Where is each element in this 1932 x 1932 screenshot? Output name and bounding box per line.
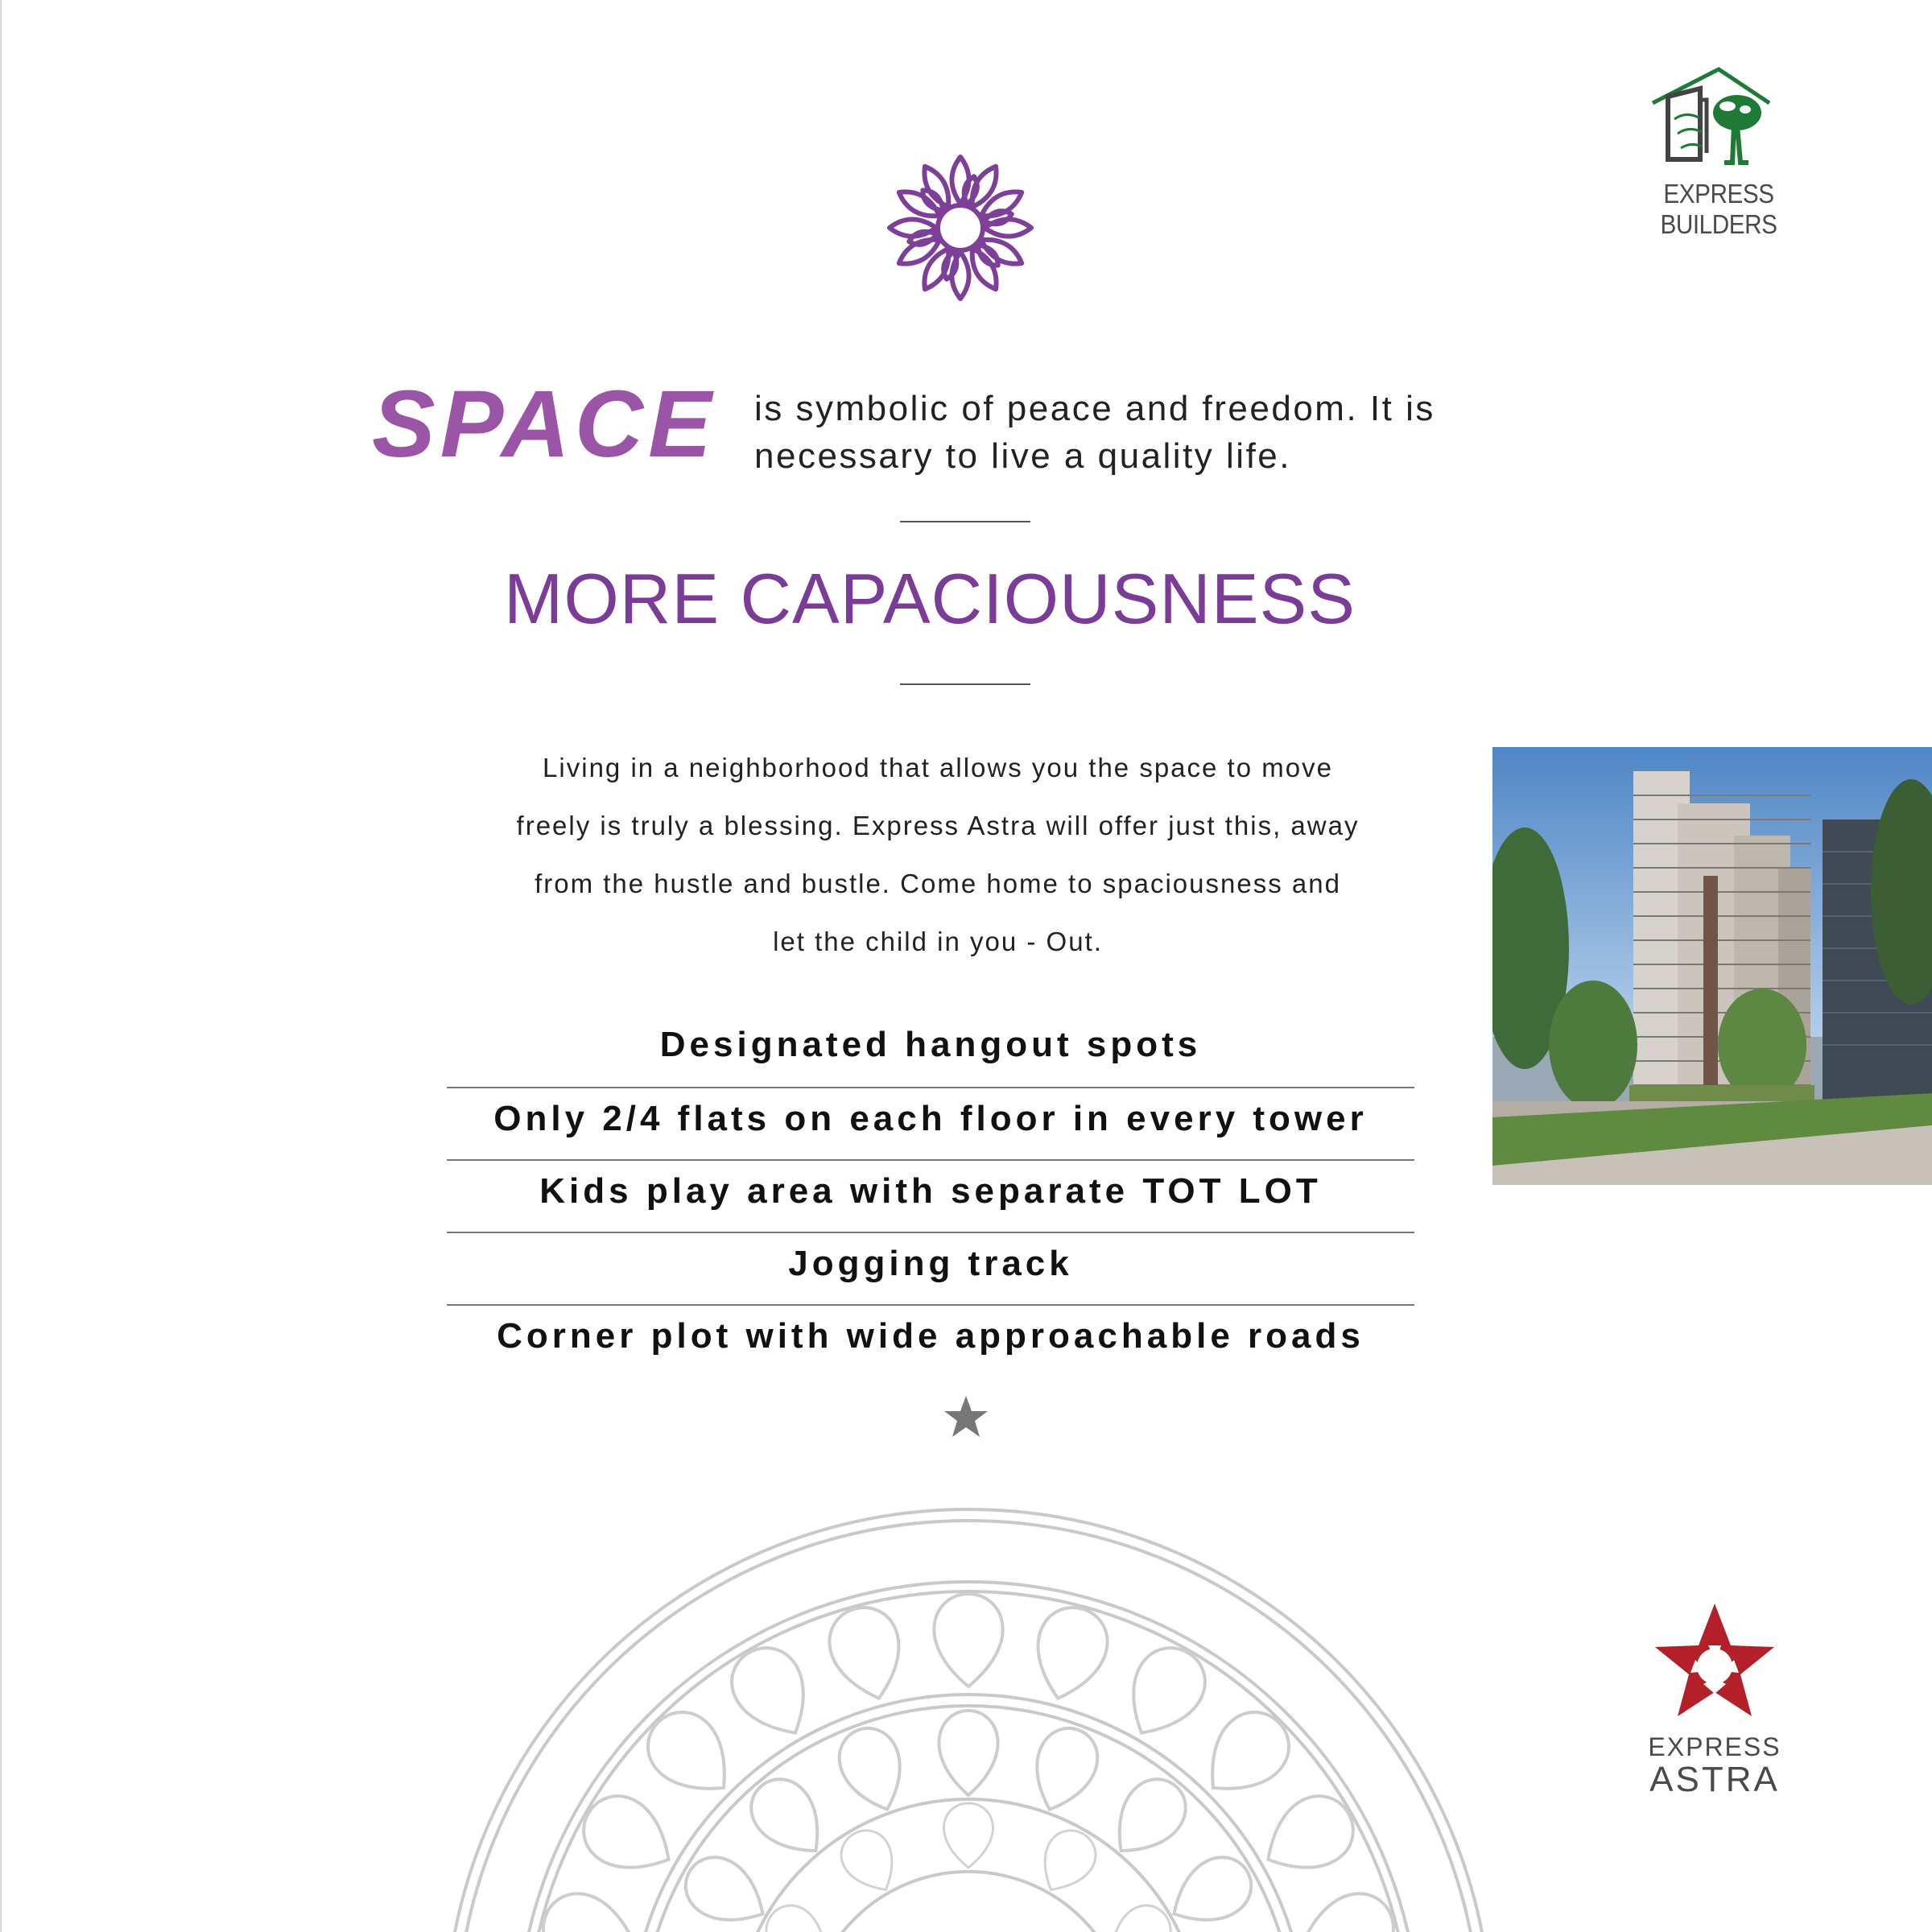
feature-item: Only 2/4 flats on each floor in every tower [447,1087,1414,1159]
astra-express-text: EXPRESS [1648,1732,1781,1761]
astra-name-text: ASTRA [1649,1760,1780,1799]
builders-house-tree-icon [1650,64,1787,169]
building-rendering-image [1492,747,1932,1185]
star-icon [942,1394,990,1443]
divider-bottom [900,683,1030,685]
feature-item: Jogging track [447,1232,1414,1304]
lotus-mandala-icon [886,153,1035,303]
mandala-ornament [441,1505,1496,1932]
express-astra-logo [1642,1602,1787,1799]
intro-paragraph: Living in a neighborhood that allows you the space to move freely is truly a blessing. Express Astra will offer just this, away from the hustle and bustle. Come home to spaciousness and let the child in you - Out. [516,753,1360,956]
astra-star-icon [1642,1602,1787,1731]
features-list [447,1014,1414,1377]
feature-item: Designated hangout spots [659,1025,1202,1064]
builders-name: EXPRESS BUILDERS [1660,179,1777,239]
divider-top [900,521,1030,522]
section-title: MORE CAPACIOUSNESS [504,559,1356,638]
headline-emphasis: SPACE [372,371,716,477]
express-builders-logo [1602,64,1835,239]
feature-item: Kids play area with separate TOT LOT [447,1159,1414,1232]
headline-tagline: is symbolic of peace and freedom. It is necessary to live a quality life. [754,389,1435,476]
feature-item: Corner plot with wide approachable roads [447,1304,1414,1377]
page-edge-rule [0,0,2,1932]
